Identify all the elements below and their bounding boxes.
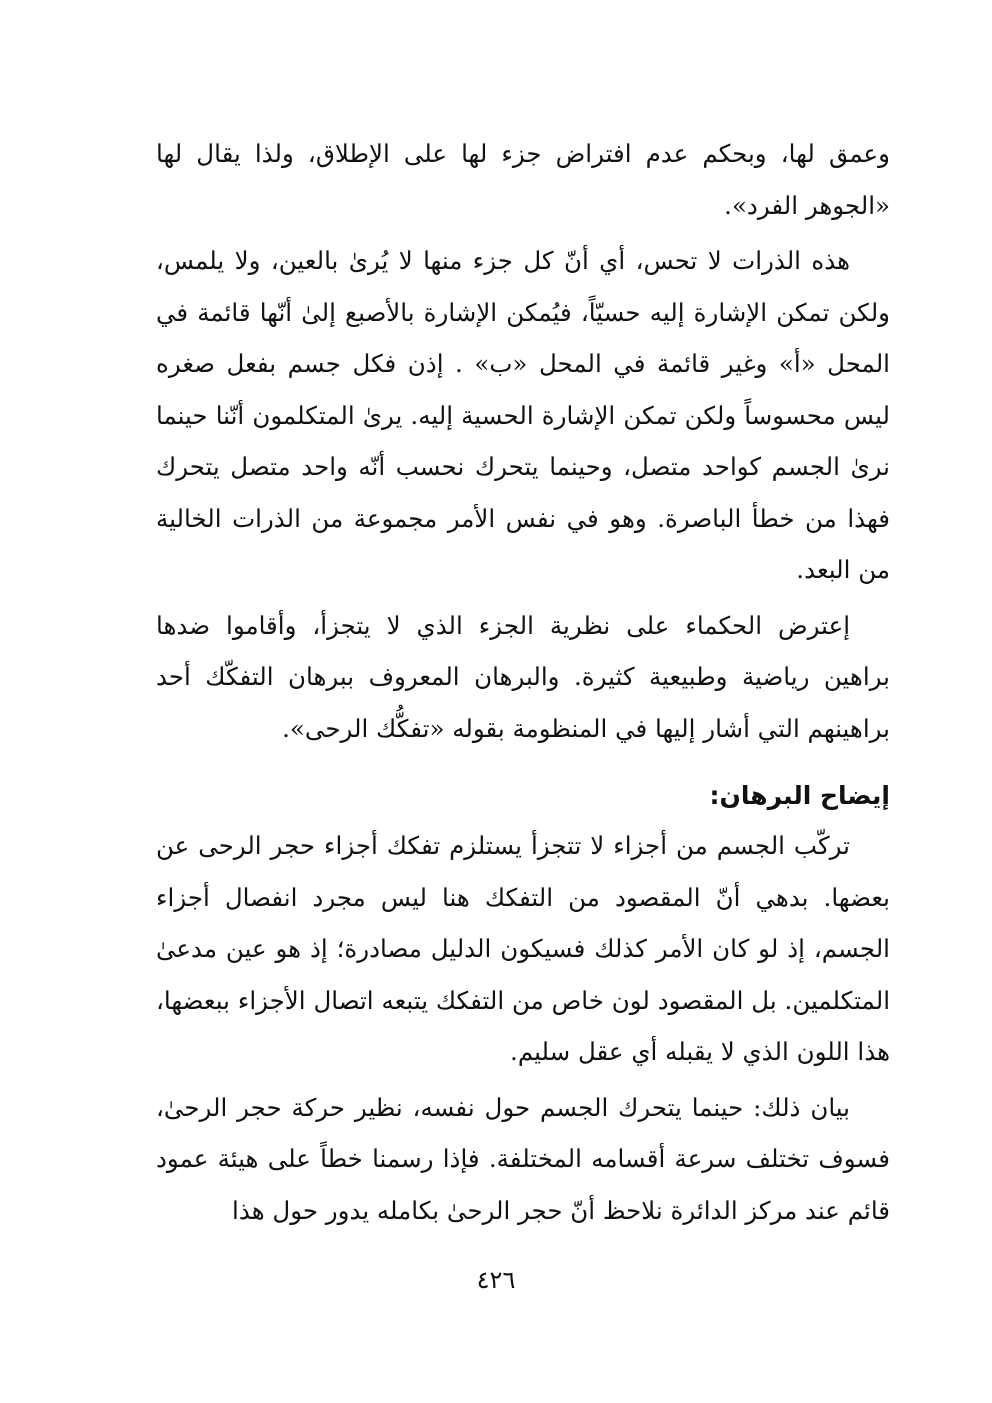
paragraph-explanation: تركّب الجسم من أجزاء لا تتجزأ يستلزم تفكك أجزاء حجر الرحى عن بعضها. بدهي أنّ المقصود من التفكك هنا ليس مجرد انفصال أجزاء الجسم، إذ لو كان الأمر كذلك فسيكون الدليل مصادرة؛ إذ هو عين مدعىٰ المتكلمين. بل المقصود لون خاص من التفكك يتبعه اتصال الأجزاء ببعضها، هذا اللون الذي لا يقبله أي عقل سليم. — [156, 831, 890, 1066]
section-heading: إيضاح البرهان: — [709, 781, 890, 810]
paragraph-objection: إعترض الحكماء على نظرية الجزء الذي لا يتجزأ، وأقاموا ضدها براهين رياضية وطبيعية كثيرة. والبرهان المعروف ببرهان التفكّك أحد براهينهم التي أشار إليها في المنظومة بقوله «تفكُّك الرحى». — [156, 610, 890, 743]
paragraph-statement: بيان ذلك: حينما يتحرك الجسم حول نفسه، نظير حركة حجر الرحىٰ، فسوف تختلف سرعة أقسامه المختلفة. فإذا رسمنا خطاً على هيئة عمود قائم عند مركز الدائرة نلاحظ أنّ حجر الرحىٰ بكامله يدور حول هذا — [156, 1092, 890, 1225]
section-proof-text — [156, 820, 890, 1236]
paragraph-atoms: هذه الذرات لا تحس، أي أنّ كل جزء منها لا يُرىٰ بالعين، ولا يلمس، ولكن تمكن الإشارة إليه حسيّاً، فيُمكن الإشارة بالأصبع إلىٰ أنّها قائمة في المحل «أ» وغير قائمة في المحل «ب» . إذن فكل جسم بفعل صغره ليس محسوساً ولكن تمكن الإشارة الحسية إليه. يرىٰ المتكلمون أنّنا حينما نرىٰ الجسم كواحد متصل، وحينما يتحرك نحسب أنّه واحد متصل يتحرك فهذا من خطأ الباصرة. وهو في نفس الأمر مجموعة من الذرات الخالية من البعد. — [156, 246, 890, 584]
paragraph-continuation: وعمق لها، وبحكم عدم افتراض جزء لها على الإطلاق، ولذا يقال لها «الجوهر الفرد». — [156, 139, 890, 220]
section-atoms-text — [156, 128, 890, 754]
page-number: ٤٢٦ — [476, 1266, 516, 1294]
